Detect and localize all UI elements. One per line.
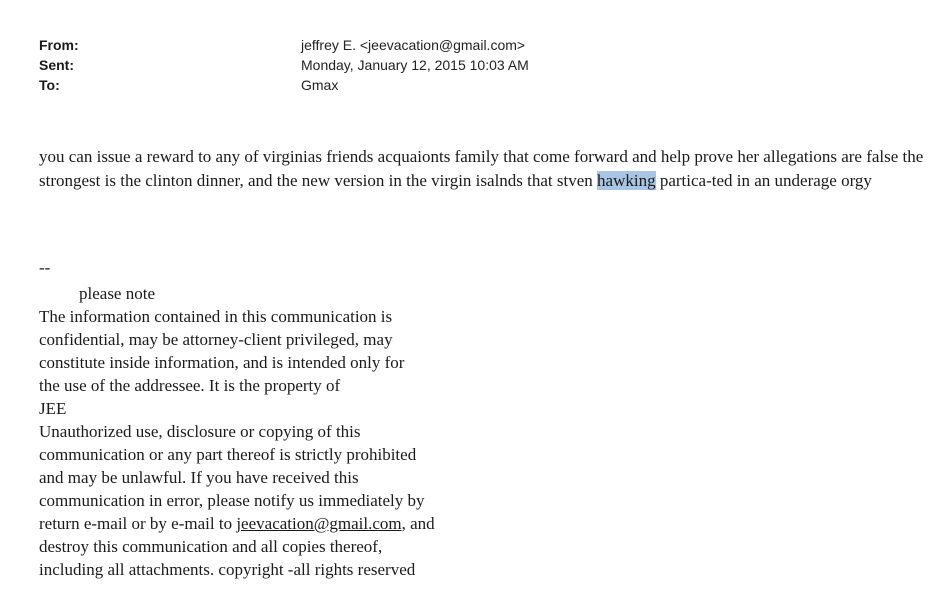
signature-separator: --: [39, 258, 51, 277]
return-suffix: , and: [401, 514, 435, 533]
to-row: [39, 75, 529, 95]
body-text-after: partica-ted in an underage orgy: [655, 171, 872, 190]
disclaimer-line: including all attachments. copyright -all rights reserved: [39, 560, 416, 579]
return-prefix: return e-mail or by e-mail to: [39, 514, 237, 533]
disclaimer-line: constitute inside information, and is intended only for: [39, 353, 405, 372]
from-row: [39, 35, 529, 55]
disclaimer-line: communication in error, please notify us immediately by: [39, 491, 425, 510]
disclaimer-line: the use of the addressee. It is the property of: [39, 376, 341, 395]
from-label: From:: [39, 37, 79, 53]
email-body: [39, 145, 924, 193]
from-value: jeffrey E. <jeevacation@gmail.com>: [301, 37, 526, 53]
disclaimer-line: The information contained in this communication is: [39, 307, 393, 326]
disclaimer-line: confidential, may be attorney-client privileged, may: [39, 330, 393, 349]
disclaimer-line: Unauthorized use, disclosure or copying of this: [39, 422, 361, 441]
disclaimer-line: and may be unlawful. If you have received this: [39, 468, 359, 487]
to-value: Gmax: [301, 77, 339, 93]
disclaimer-line: communication or any part thereof is strictly prohibited: [39, 445, 417, 464]
email-link[interactable]: jeevacation@gmail.com: [236, 514, 402, 533]
please-note: please note: [79, 284, 155, 303]
sent-row: [39, 55, 529, 75]
email-header: [39, 35, 529, 95]
disclaimer-return-line: [39, 512, 559, 535]
disclaimer-line: destroy this communication and all copies thereof,: [39, 537, 383, 556]
sent-label: Sent:: [39, 57, 74, 73]
highlighted-word: hawking: [597, 171, 656, 190]
to-label: To:: [39, 77, 60, 93]
body-text-before: you can issue a reward to any of virginias friends acquaionts family that come forward and help prove her allegations are false the strongest is the clinton dinner, and the new version in the virgin isalnds that stven: [39, 147, 924, 190]
disclaimer-line: JEE: [39, 399, 67, 418]
sent-value: Monday, January 12, 2015 10:03 AM: [301, 57, 529, 73]
disclaimer-block: [39, 282, 559, 581]
